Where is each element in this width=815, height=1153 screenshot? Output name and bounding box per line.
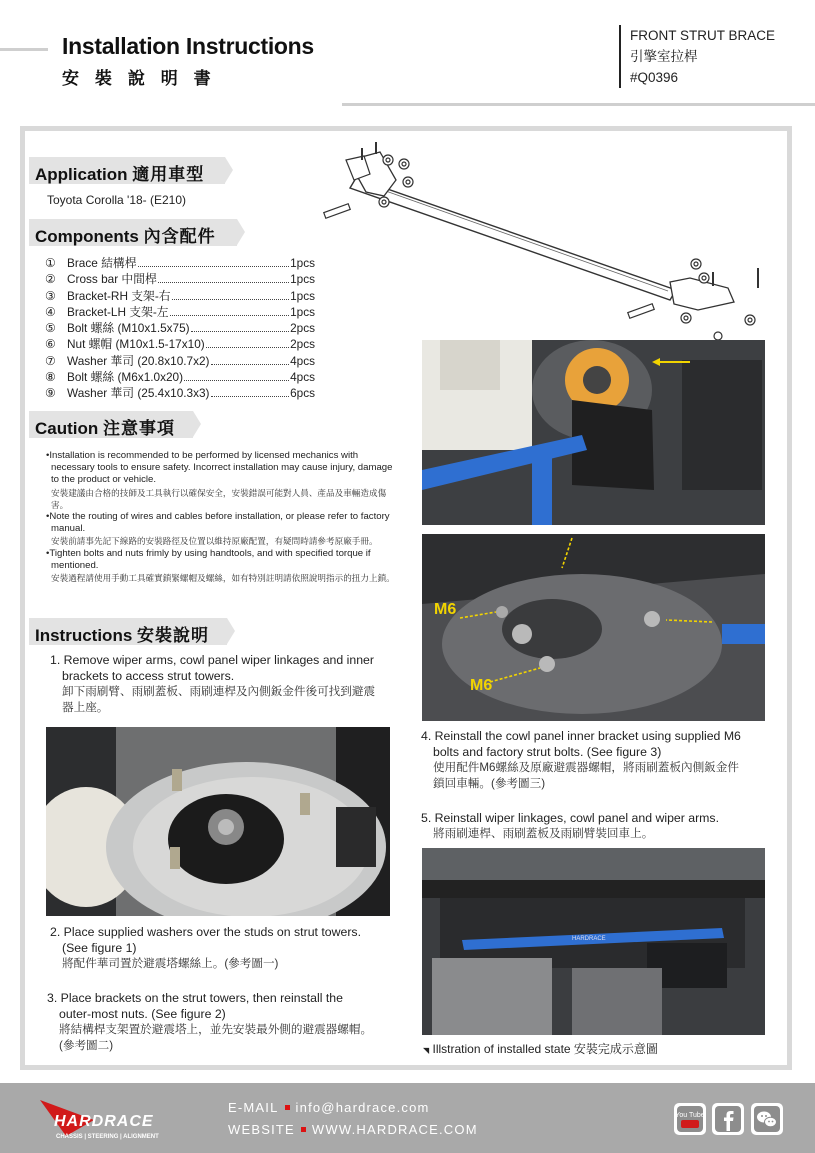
item-name: Washer 華司 (25.4x10.3x3) bbox=[67, 386, 210, 401]
item-name: Bolt 螺絲 (M6x1.0x20) bbox=[67, 370, 184, 385]
page-subtitle: 安 裝 說 明 書 bbox=[62, 69, 216, 89]
heading-zh: 內含配件 bbox=[143, 227, 216, 247]
heading-en: Components bbox=[35, 227, 139, 246]
logo-tagline: CHASSIS | STEERING | ALIGNMENT bbox=[56, 1134, 159, 1140]
step-3 bbox=[47, 990, 412, 1054]
list-item bbox=[45, 270, 315, 286]
item-number: ⑧ bbox=[45, 370, 56, 385]
header-rule-right bbox=[342, 103, 815, 106]
youtube-label: You Tube bbox=[675, 1112, 705, 1119]
item-qty: 2pcs bbox=[290, 321, 315, 336]
list-item bbox=[45, 384, 315, 400]
caution-en: •Installation is recommended to be performed by licensed mechanics with necessary tools to ensure safety. Incorrect installation may cause injury, damage to the product or vehicle. bbox=[46, 450, 393, 486]
item-number: ⑤ bbox=[45, 321, 56, 336]
caution-en: •Note the routing of wires and cables before installation, or please refer to factory manual. bbox=[46, 511, 390, 535]
item-number: ⑨ bbox=[45, 386, 56, 401]
leader-dots bbox=[158, 282, 289, 283]
part-number: #Q0396 bbox=[630, 70, 679, 85]
leader-dots bbox=[206, 347, 289, 348]
item-name: Brace 結構桿 bbox=[67, 256, 137, 270]
header-rule-left bbox=[0, 48, 48, 51]
list-item bbox=[45, 287, 315, 303]
step-text-en: 3. Place brackets on the strut towers, then reinstall the bbox=[47, 991, 343, 1005]
footer-email bbox=[228, 1100, 430, 1115]
list-item bbox=[45, 335, 315, 351]
bullet-square bbox=[301, 1127, 306, 1132]
vehicle-model: Toyota Corolla '18- (E210) bbox=[47, 193, 187, 207]
step-2 bbox=[50, 924, 410, 972]
heading-arrow bbox=[225, 157, 233, 183]
youtube-icon[interactable] bbox=[674, 1103, 706, 1135]
installed-caption bbox=[423, 1040, 658, 1057]
item-number: ② bbox=[45, 272, 56, 287]
step-text-en: bolts and factory strut bolts. (See figure 3) bbox=[433, 745, 662, 759]
item-qty: 1pcs bbox=[290, 304, 315, 319]
logo-wordmark: HARDRACE bbox=[54, 1113, 154, 1130]
leader-dots bbox=[184, 380, 289, 381]
step-text-zh: 卸下雨刷臂、雨刷蓋板、雨刷連桿及內側鈑金件後可找到避震 bbox=[62, 685, 376, 698]
figure-1-photo bbox=[46, 727, 390, 916]
item-name: Bracket-RH 支架-右 bbox=[67, 288, 171, 303]
website-link[interactable]: WWW.HARDRACE.COM bbox=[311, 1122, 478, 1137]
application-heading bbox=[29, 157, 225, 184]
heading-arrow bbox=[193, 411, 201, 437]
heading-zh: 適用車型 bbox=[132, 165, 205, 185]
list-item bbox=[45, 352, 315, 368]
step-text-en: (See figure 1) bbox=[62, 941, 137, 955]
caution-zh: 安裝前請事先記下線路的安裝路徑及位置以維持原廠配置，有疑問時請參考原廠手冊。 bbox=[51, 536, 378, 547]
heading-en: Instructions bbox=[35, 626, 133, 645]
heading-arrow bbox=[227, 618, 235, 644]
item-number: ① bbox=[45, 256, 56, 270]
step-text-en: brackets to access strut towers. bbox=[62, 669, 235, 683]
installed-state-photo bbox=[422, 848, 765, 1035]
step-text-en: 4. Reinstall the cowl panel inner bracket using supplied M6 bbox=[421, 729, 741, 743]
product-name-zh: 引擎室拉桿 bbox=[630, 49, 698, 64]
leader-dots bbox=[170, 315, 289, 316]
item-number: ④ bbox=[45, 304, 56, 319]
caution-item bbox=[46, 511, 396, 548]
item-qty: 4pcs bbox=[290, 353, 315, 368]
figure-2-photo bbox=[422, 340, 765, 525]
item-qty: 2pcs bbox=[290, 337, 315, 352]
caution-zh: 安裝過程請使用手動工具確實鎖緊螺帽及螺絲，如有特別註明請依照說明指示的扭力上鎖。 bbox=[51, 573, 395, 584]
step-text-en: 5. Reinstall wiper linkages, cowl panel and wiper arms. bbox=[421, 811, 719, 825]
heading-en: Caution bbox=[35, 419, 99, 438]
item-number: ⑦ bbox=[45, 353, 56, 368]
caution-item bbox=[46, 450, 396, 511]
item-name: Bracket-LH 支架-左 bbox=[67, 304, 169, 319]
caution-item bbox=[46, 548, 396, 585]
facebook-icon[interactable] bbox=[712, 1103, 744, 1135]
brace-logo-text: HARDRACE bbox=[572, 936, 606, 942]
item-qty: 1pcs bbox=[290, 256, 315, 270]
step-text-zh: 鎖回車輛。(參考圖三) bbox=[433, 777, 546, 790]
heading-en: Application bbox=[35, 165, 128, 184]
leader-dots bbox=[211, 396, 290, 397]
step-1 bbox=[50, 652, 410, 716]
item-name: Nut 螺帽 (M10x1.5-17x10) bbox=[67, 337, 205, 352]
caution-zh: 安裝建議由合格的技師及工具執行以確保安全，安裝錯誤可能對人員、產品及車輛造成傷害。 bbox=[51, 487, 387, 510]
heading-zh: 安裝說明 bbox=[137, 626, 210, 646]
leader-dots bbox=[172, 299, 290, 300]
item-number: ⑥ bbox=[45, 337, 56, 352]
list-item bbox=[45, 254, 315, 270]
parts-diagram bbox=[318, 140, 778, 340]
step-text-zh: 將結構桿支架置於避震塔上，並先安裝最外側的避震器螺帽。 bbox=[59, 1023, 373, 1036]
item-qty: 6pcs bbox=[290, 386, 315, 401]
components-heading bbox=[29, 219, 237, 246]
item-qty: 1pcs bbox=[290, 288, 315, 303]
step-5 bbox=[421, 810, 781, 842]
caution-text bbox=[46, 450, 396, 584]
product-info bbox=[619, 25, 775, 88]
bullet-square bbox=[285, 1105, 290, 1110]
step-text-en: 2. Place supplied washers over the studs on strut towers. bbox=[50, 925, 361, 939]
m6-label-lower: M6 bbox=[470, 677, 493, 694]
list-item bbox=[45, 303, 315, 319]
item-name: Washer 華司 (20.8x10.7x2) bbox=[67, 353, 210, 368]
instructions-heading bbox=[29, 618, 227, 645]
item-name: Bolt 螺絲 (M10x1.5x75) bbox=[67, 321, 190, 336]
list-item bbox=[45, 368, 315, 384]
item-qty: 1pcs bbox=[290, 272, 315, 287]
hardrace-logo bbox=[36, 1094, 196, 1142]
website-label: WEBSITE bbox=[228, 1122, 295, 1137]
components-list bbox=[45, 254, 315, 401]
page-title: Installation Instructions bbox=[62, 33, 314, 59]
footer-website bbox=[228, 1122, 478, 1137]
leader-dots bbox=[211, 364, 290, 365]
email-label: E-MAIL bbox=[228, 1100, 279, 1115]
leader-dots bbox=[138, 266, 290, 267]
heading-zh: 注意事項 bbox=[103, 419, 176, 439]
step-text-en: outer-most nuts. (See figure 2) bbox=[59, 1007, 226, 1021]
heading-arrow bbox=[237, 219, 245, 245]
step-text-zh: 將雨刷連桿、雨刷蓋板及雨刷臂裝回車上。 bbox=[433, 827, 654, 840]
figure-3-photo bbox=[422, 534, 765, 721]
step-text-zh: 使用配件M6螺絲及原廠避震器螺帽，將雨刷蓋板內側鈑金件 bbox=[433, 761, 739, 774]
wechat-icon[interactable] bbox=[751, 1103, 783, 1135]
caution-heading bbox=[29, 411, 193, 438]
step-text-en: 1. Remove wiper arms, cowl panel wiper linkages and inner bbox=[50, 653, 374, 667]
caption-text: Illstration of installed state 安裝完成示意圖 bbox=[432, 1042, 658, 1056]
step-4 bbox=[421, 728, 781, 792]
item-number: ③ bbox=[45, 288, 56, 303]
email-link[interactable]: info@hardrace.com bbox=[295, 1100, 430, 1115]
step-text-zh: 將配件華司置於避震塔螺絲上。(參考圖一) bbox=[62, 957, 279, 970]
leader-dots bbox=[191, 331, 289, 332]
caption-marker-icon: ◥ bbox=[423, 1046, 430, 1055]
item-name: Cross bar 中間桿 bbox=[67, 272, 157, 287]
step-text-zh: 器上座。 bbox=[62, 701, 109, 714]
item-qty: 4pcs bbox=[290, 370, 315, 385]
step-text-zh: (參考圖二) bbox=[59, 1039, 114, 1052]
m6-label-upper: M6 bbox=[434, 601, 457, 618]
caution-en: •Tighten bolts and nuts frimly by using handtools, and with specified torque if mentioned. bbox=[46, 547, 371, 571]
product-name-en: FRONT STRUT BRACE bbox=[630, 28, 776, 43]
list-item bbox=[45, 319, 315, 335]
